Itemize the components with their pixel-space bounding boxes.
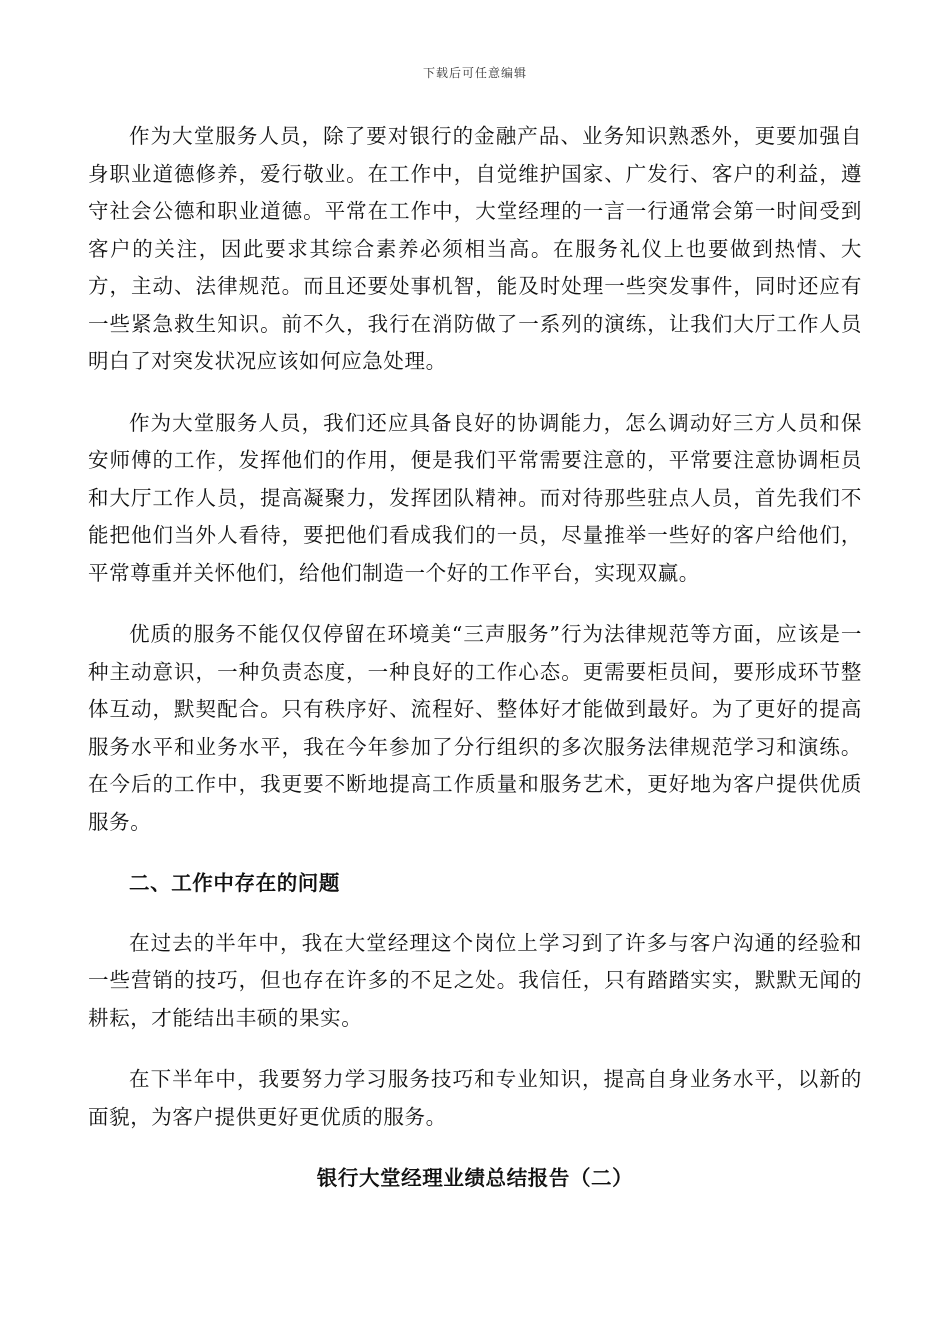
paragraph-coordination: 作为大堂服务人员，我们还应具备良好的协调能力，怎么调动好三方人员和保安师傅的工作，发挥他们的作用，便是我们平常需要注意的，平常要注意协调柜员和大厅工作人员，提高凝聚力，发挥团队精神。而对待那些驻点人员，首先我们不能把他们当外人看待，要把他们看成我们的一员，尽量推举一些好的客户给他们，平常尊重并关怀他们，给他们制造一个好的工作平台，实现双赢。 [88,410,862,585]
paragraph-quality-service: 优质的服务不能仅仅停留在环境美“三声服务”行为法律规范等方面，应该是一种主动意识，一种负责态度，一种良好的工作心态。更需要柜员间，要形成环节整体互动，默契配合。只有秩序好、流程好、整体好才能做到最好。为了更好的提高服务水平和业务水平，我在今年参加了分行组织的多次服务法律规范学习和演练。在今后的工作中，我更要不断地提高工作质量和服务艺术，更好地为客户提供优质服务。 [88,622,862,834]
paragraph-past-half-year: 在过去的半年中，我在大堂经理这个岗位上学习到了许多与客户沟通的经验和一些营销的技巧，但也存在许多的不足之处。我信任，只有踏踏实实，默默无闻的耕耘，才能结出丰硕的果实。 [88,930,862,1030]
next-report-title: 银行大堂经理业绩总结报告（二） [316,1166,634,1190]
paragraph-second-half-plan: 在下半年中，我要努力学习服务技巧和专业知识，提高自身业务水平，以新的面貌，为客户提供更好更优质的服务。 [88,1067,862,1129]
paragraph-professional-ethics: 作为大堂服务人员，除了要对银行的金融产品、业务知识熟悉外，更要加强自身职业道德修养，爱行敬业。在工作中，自觉维护国家、广发行、客户的利益，遵守社会公德和职业道德。平常在工作中，大堂经理的一言一行通常会第一时间受到客户的关注，因此要求其综合素养必须相当高。在服务礼仪上也要做到热情、大方，主动、法律规范。而且还要处事机智，能及时处理一些突发事件，同时还应有一些紧急救生知识。前不久，我行在消防做了一系列的演练，让我们大厅工作人员明白了对突发状况应该如何应急处理。 [88,124,862,373]
header-note: 下载后可任意编辑 [422,66,527,80]
document-body [88,118,862,1198]
section-heading-problems: 二、工作中存在的问题 [129,871,340,895]
